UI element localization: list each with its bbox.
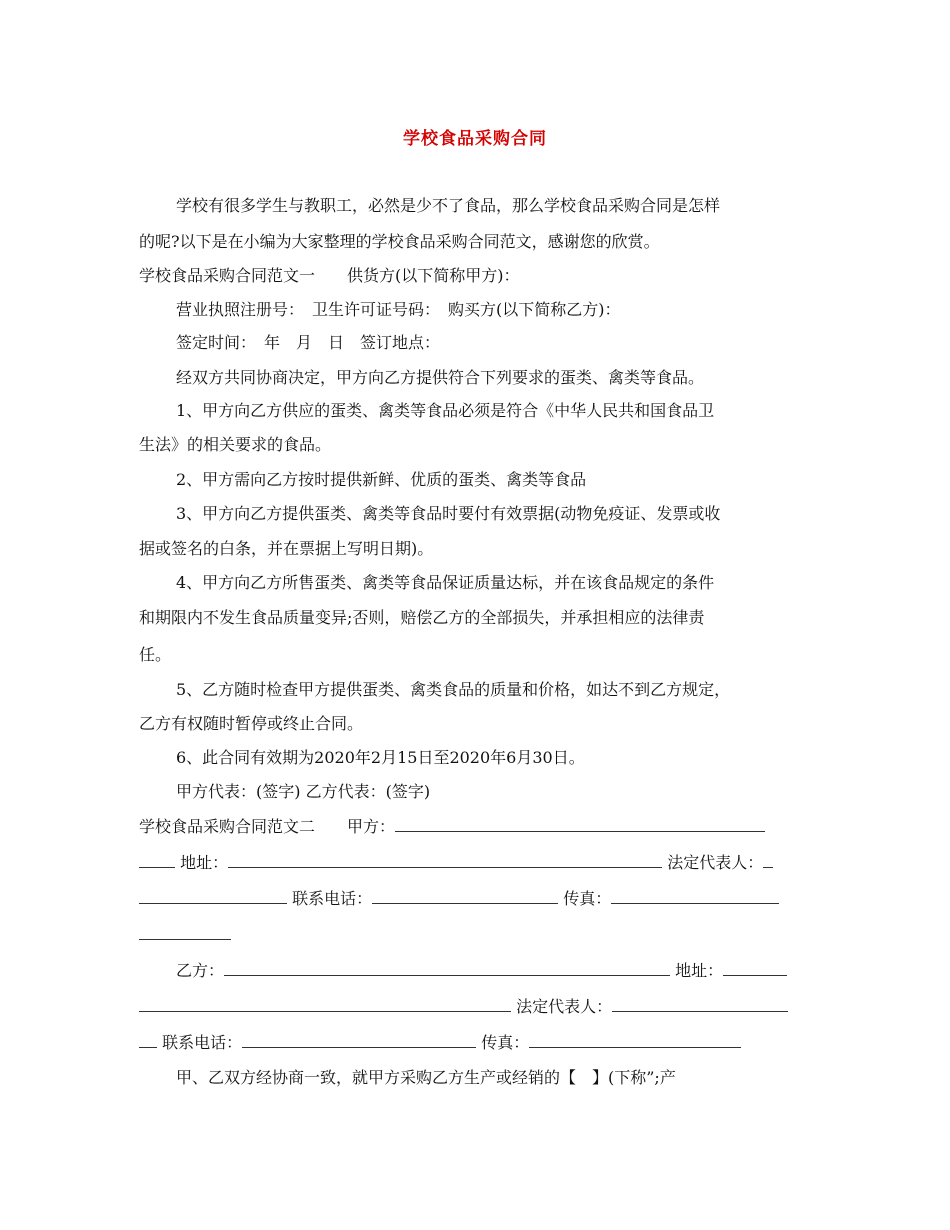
legal-rep-blank[interactable] bbox=[763, 853, 773, 868]
paragraph-line: 乙方有权随时暂停或终止合同。 bbox=[139, 714, 364, 733]
party-b-address-blank[interactable] bbox=[723, 961, 787, 976]
paragraph-line: 的呢?以下是在小编为大家整理的学校食品采购合同范文，感谢您的欣赏。 bbox=[139, 232, 660, 251]
party-b-legal-rep-label: 法定代表人： bbox=[516, 997, 613, 1016]
party-b-label: 乙方： bbox=[176, 961, 225, 980]
paragraph-line: 任。 bbox=[139, 645, 172, 664]
party-a-line bbox=[139, 817, 829, 837]
paragraph-line: 学校有很多学生与教职工，必然是少不了食品，那么学校食品采购合同是怎样 bbox=[176, 196, 721, 215]
party-b-address-line bbox=[139, 997, 829, 1017]
party-b-fax-label: 传真： bbox=[481, 1033, 530, 1052]
fax-blank[interactable] bbox=[611, 889, 779, 904]
party-b-fax-blank[interactable] bbox=[529, 1033, 741, 1048]
party-a-label: 学校食品采购合同范文二 甲方： bbox=[139, 817, 396, 836]
paragraph-line: 生法》的相关要求的食品。 bbox=[139, 435, 332, 454]
address-blank[interactable] bbox=[228, 853, 662, 868]
party-b-blank[interactable] bbox=[224, 961, 670, 976]
paragraph-line: 4、甲方向乙方所售蛋类、禽类等食品保证质量达标，并在该食品规定的条件 bbox=[176, 573, 715, 592]
paragraph-line: 学校食品采购合同范文一 供货方(以下简称甲方)： bbox=[139, 266, 520, 285]
paragraph-line: 经双方共同协商决定，甲方向乙方提供符合下列要求的蛋类、禽类等食品。 bbox=[176, 368, 705, 387]
party-b-legal-rep-blank[interactable] bbox=[612, 997, 788, 1012]
party-b-legal-rep-blank-cont[interactable] bbox=[139, 1033, 157, 1048]
party-b-phone-label: 联系电话： bbox=[162, 1033, 243, 1052]
blank[interactable] bbox=[139, 853, 175, 868]
fax-label: 传真： bbox=[563, 889, 612, 908]
phone-blank[interactable] bbox=[372, 889, 558, 904]
legal-rep-blank-cont[interactable] bbox=[139, 889, 287, 904]
address-label: 地址： bbox=[180, 853, 229, 872]
party-a-contact-line bbox=[139, 889, 829, 909]
party-b-contact-line bbox=[139, 1033, 829, 1053]
paragraph-line: 营业执照注册号： 卫生许可证号码： 购买方(以下简称乙方)： bbox=[176, 300, 621, 319]
document-title: 学校食品采购合同 bbox=[403, 129, 547, 149]
party-b-address-label: 地址： bbox=[675, 961, 724, 980]
paragraph-line: 3、甲方向乙方提供蛋类、禽类等食品时要付有效票据(动物免疫证、发票或收 bbox=[176, 504, 721, 523]
paragraph-line: 甲方代表：(签字) 乙方代表：(签字) bbox=[176, 782, 431, 801]
paragraph-line: 1、甲方向乙方供应的蛋类、禽类等食品必须是符合《中华人民共和国食品卫 bbox=[176, 401, 715, 420]
paragraph-line: 签定时间： 年 月 日 签订地点： bbox=[176, 333, 441, 352]
paragraph-line: 据或签名的白条，并在票据上写明日期)。 bbox=[139, 539, 434, 558]
party-a-fax-cont-line bbox=[139, 925, 829, 945]
party-b-line bbox=[176, 961, 829, 981]
paragraph-line: 甲、乙双方经协商一致，就甲方采购乙方生产或经销的【 】(下称”;产 bbox=[176, 1068, 676, 1087]
paragraph-line: 2、甲方需向乙方按时提供新鲜、优质的蛋类、禽类等食品 bbox=[176, 470, 587, 489]
phone-label: 联系电话： bbox=[292, 889, 373, 908]
fax-blank-cont[interactable] bbox=[139, 925, 231, 940]
paragraph-line: 和期限内不发生食品质量变异;否则，赔偿乙方的全部损失，并承担相应的法律责 bbox=[139, 608, 705, 627]
party-a-address-line bbox=[139, 853, 829, 873]
party-b-address-blank-cont[interactable] bbox=[139, 997, 511, 1012]
paragraph-line: 5、乙方随时检查甲方提供蛋类、禽类食品的质量和价格，如达不到乙方规定， bbox=[176, 680, 731, 699]
party-b-phone-blank[interactable] bbox=[242, 1033, 476, 1048]
paragraph-line: 6、此合同有效期为2020年2月15日至2020年6月30日。 bbox=[176, 748, 585, 767]
legal-rep-label: 法定代表人： bbox=[667, 853, 764, 872]
party-a-blank[interactable] bbox=[395, 817, 765, 832]
